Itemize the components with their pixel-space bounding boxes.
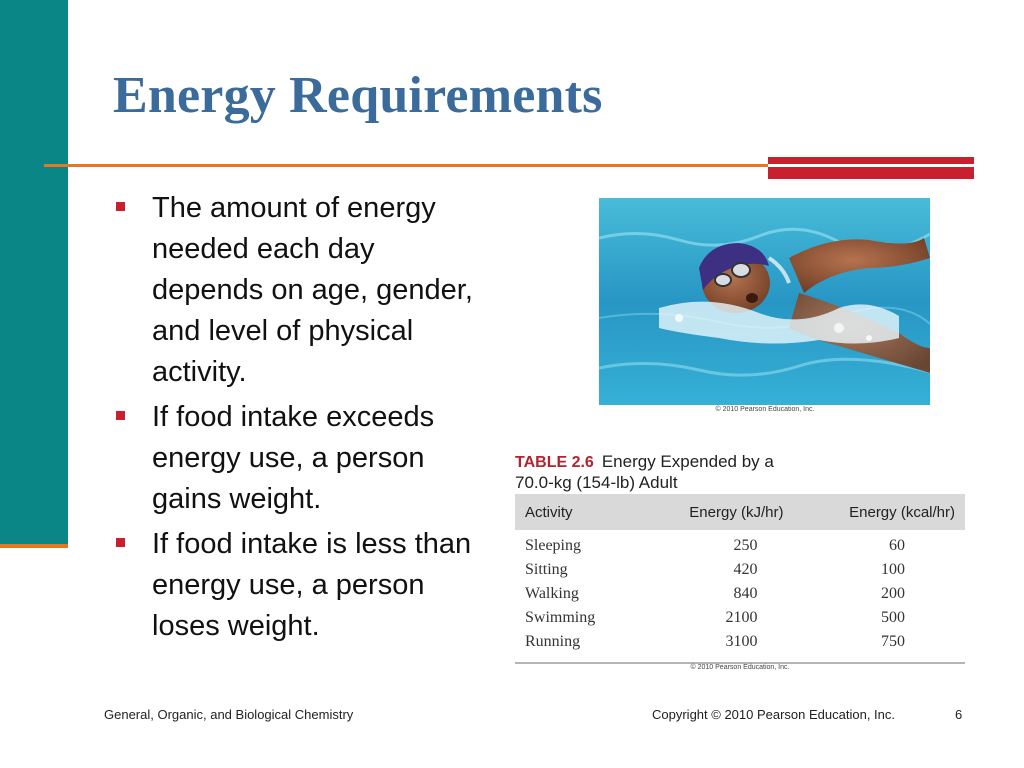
swimmer-illustration <box>599 198 930 405</box>
table-row <box>515 582 965 606</box>
table-caption <box>515 452 965 493</box>
cell-activity: Walking <box>525 585 579 602</box>
cell-kj: 3100 <box>638 630 794 663</box>
table-caption-line1: Energy Expended by a <box>601 452 774 471</box>
bullet-text: The amount of energy needed each day depends on age, gender, and level of physical activity. <box>152 192 473 388</box>
cell-kcal: 100 <box>881 561 905 578</box>
left-accent-bar <box>0 0 68 546</box>
slide-title: Energy Requirements <box>113 67 603 124</box>
bullet-item <box>112 524 492 647</box>
bullet-text: If food intake exceeds energy use, a person gains weight. <box>152 401 435 515</box>
table-header-row <box>515 494 965 530</box>
cell-kj: 420 <box>733 561 758 578</box>
bullet-square-icon <box>116 538 125 547</box>
bullet-list <box>112 188 492 651</box>
bullet-item <box>112 397 492 520</box>
photo-credit: © 2010 Pearson Education, Inc. <box>715 406 815 413</box>
bullet-square-icon <box>116 202 125 211</box>
table-row <box>515 630 965 663</box>
cell-activity: Swimming <box>525 609 596 626</box>
cell-kcal: 750 <box>794 630 966 663</box>
cell-kcal: 500 <box>881 609 905 626</box>
energy-table <box>515 494 965 664</box>
table-row <box>515 606 965 630</box>
divider-red-stripe <box>768 164 974 167</box>
cell-activity: Sitting <box>525 561 568 578</box>
divider-red-block <box>768 157 974 179</box>
cell-kcal: 200 <box>881 585 905 602</box>
table-label: TABLE 2.6 <box>515 454 594 471</box>
cell-activity: Running <box>515 630 638 663</box>
left-accent-underline <box>0 544 68 548</box>
swimmer-photo <box>599 198 930 405</box>
table-credit: © 2010 Pearson Education, Inc. <box>690 664 790 671</box>
table-caption-line2: 70.0-kg (154-lb) Adult <box>515 473 678 492</box>
page-number: 6 <box>955 707 963 722</box>
header-kcal: Energy (kcal/hr) <box>794 494 966 530</box>
bullet-text: If food intake is less than energy use, a person loses weight. <box>152 528 472 642</box>
footer-course: General, Organic, and Biological Chemistry <box>104 707 354 722</box>
footer-copyright: Copyright © 2010 Pearson Education, Inc. <box>652 707 896 722</box>
cell-kcal: 60 <box>889 537 905 554</box>
table-row <box>515 530 965 558</box>
header-activity: Activity <box>515 494 638 530</box>
bullet-square-icon <box>116 411 125 420</box>
cell-activity: Sleeping <box>525 537 581 554</box>
cell-kj: 2100 <box>725 609 758 626</box>
bullet-item <box>112 188 492 393</box>
table-row <box>515 558 965 582</box>
cell-kj: 250 <box>733 537 758 554</box>
header-kj: Energy (kJ/hr) <box>638 494 794 530</box>
cell-kj: 840 <box>733 585 758 602</box>
